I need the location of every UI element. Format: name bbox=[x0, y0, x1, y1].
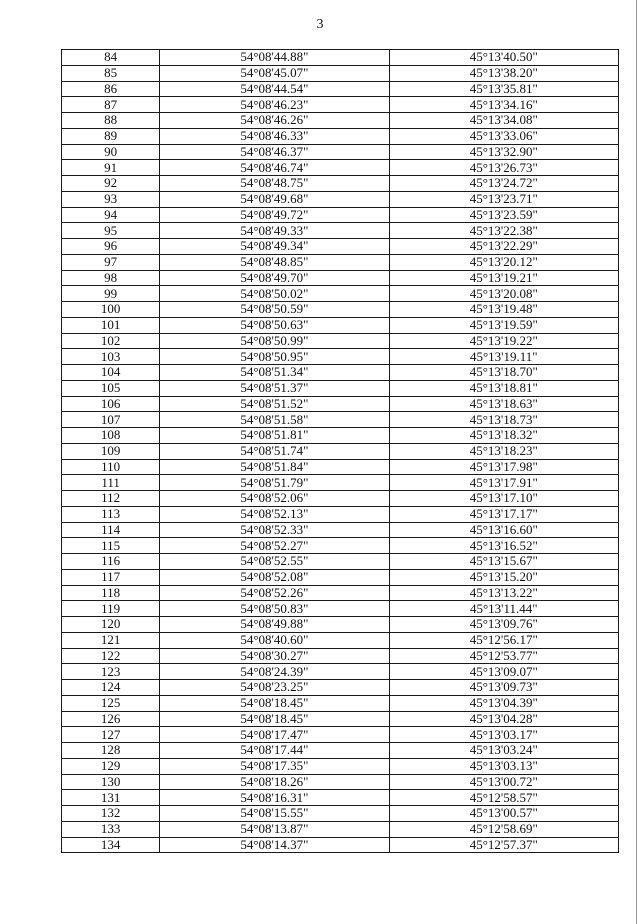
point-number-cell: 121 bbox=[62, 632, 160, 648]
longitude-cell: 45°13'18.70" bbox=[389, 365, 618, 381]
point-number-cell: 92 bbox=[62, 176, 160, 192]
table-row bbox=[62, 790, 619, 806]
point-number-cell: 122 bbox=[62, 648, 160, 664]
point-number-cell: 111 bbox=[62, 475, 160, 491]
table-row bbox=[62, 648, 619, 664]
latitude-cell: 54°08'24.39" bbox=[160, 664, 389, 680]
point-number-cell: 87 bbox=[62, 97, 160, 113]
latitude-cell: 54°08'51.34" bbox=[160, 365, 389, 381]
point-number-cell: 128 bbox=[62, 743, 160, 759]
table-row bbox=[62, 711, 619, 727]
latitude-cell: 54°08'17.44" bbox=[160, 743, 389, 759]
point-number-cell: 116 bbox=[62, 554, 160, 570]
latitude-cell: 54°08'49.88" bbox=[160, 617, 389, 633]
latitude-cell: 54°08'23.25" bbox=[160, 680, 389, 696]
table-row bbox=[62, 254, 619, 270]
longitude-cell: 45°12'56.17" bbox=[389, 632, 618, 648]
longitude-cell: 45°13'19.59" bbox=[389, 317, 618, 333]
table-row bbox=[62, 113, 619, 129]
table-row bbox=[62, 412, 619, 428]
longitude-cell: 45°13'16.60" bbox=[389, 522, 618, 538]
latitude-cell: 54°08'17.47" bbox=[160, 727, 389, 743]
point-number-cell: 103 bbox=[62, 349, 160, 365]
table-row bbox=[62, 475, 619, 491]
table-row bbox=[62, 302, 619, 318]
longitude-cell: 45°13'18.63" bbox=[389, 396, 618, 412]
point-number-cell: 86 bbox=[62, 81, 160, 97]
table-row bbox=[62, 632, 619, 648]
longitude-cell: 45°12'58.69" bbox=[389, 821, 618, 837]
point-number-cell: 115 bbox=[62, 538, 160, 554]
table-row bbox=[62, 695, 619, 711]
table-row bbox=[62, 191, 619, 207]
table-row bbox=[62, 569, 619, 585]
point-number-cell: 99 bbox=[62, 286, 160, 302]
table-row bbox=[62, 806, 619, 822]
longitude-cell: 45°13'18.81" bbox=[389, 380, 618, 396]
latitude-cell: 54°08'48.85" bbox=[160, 254, 389, 270]
latitude-cell: 54°08'51.81" bbox=[160, 428, 389, 444]
table-row bbox=[62, 239, 619, 255]
longitude-cell: 45°13'23.71" bbox=[389, 191, 618, 207]
latitude-cell: 54°08'45.07" bbox=[160, 65, 389, 81]
point-number-cell: 132 bbox=[62, 806, 160, 822]
latitude-cell: 54°08'30.27" bbox=[160, 648, 389, 664]
point-number-cell: 93 bbox=[62, 191, 160, 207]
longitude-cell: 45°13'40.50" bbox=[389, 50, 618, 66]
point-number-cell: 120 bbox=[62, 617, 160, 633]
table-row bbox=[62, 538, 619, 554]
latitude-cell: 54°08'51.79" bbox=[160, 475, 389, 491]
table-row bbox=[62, 286, 619, 302]
point-number-cell: 96 bbox=[62, 239, 160, 255]
latitude-cell: 54°08'51.84" bbox=[160, 459, 389, 475]
latitude-cell: 54°08'52.06" bbox=[160, 491, 389, 507]
latitude-cell: 54°08'49.68" bbox=[160, 191, 389, 207]
table-row bbox=[62, 680, 619, 696]
latitude-cell: 54°08'50.63" bbox=[160, 317, 389, 333]
latitude-cell: 54°08'15.55" bbox=[160, 806, 389, 822]
longitude-cell: 45°13'11.44" bbox=[389, 601, 618, 617]
longitude-cell: 45°13'17.17" bbox=[389, 506, 618, 522]
point-number-cell: 131 bbox=[62, 790, 160, 806]
latitude-cell: 54°08'52.27" bbox=[160, 538, 389, 554]
table-row bbox=[62, 144, 619, 160]
longitude-cell: 45°13'17.91" bbox=[389, 475, 618, 491]
longitude-cell: 45°13'38.20" bbox=[389, 65, 618, 81]
table-row bbox=[62, 491, 619, 507]
latitude-cell: 54°08'49.72" bbox=[160, 207, 389, 223]
latitude-cell: 54°08'49.70" bbox=[160, 270, 389, 286]
longitude-cell: 45°13'22.29" bbox=[389, 239, 618, 255]
longitude-cell: 45°13'34.16" bbox=[389, 97, 618, 113]
point-number-cell: 104 bbox=[62, 365, 160, 381]
point-number-cell: 126 bbox=[62, 711, 160, 727]
longitude-cell: 45°13'26.73" bbox=[389, 160, 618, 176]
table-row bbox=[62, 223, 619, 239]
point-number-cell: 114 bbox=[62, 522, 160, 538]
table-row bbox=[62, 522, 619, 538]
latitude-cell: 54°08'18.45" bbox=[160, 695, 389, 711]
longitude-cell: 45°13'23.59" bbox=[389, 207, 618, 223]
point-number-cell: 88 bbox=[62, 113, 160, 129]
latitude-cell: 54°08'52.13" bbox=[160, 506, 389, 522]
longitude-cell: 45°13'20.12" bbox=[389, 254, 618, 270]
latitude-cell: 54°08'16.31" bbox=[160, 790, 389, 806]
table-row bbox=[62, 743, 619, 759]
table-row bbox=[62, 554, 619, 570]
scan-edge-line bbox=[636, 0, 637, 924]
point-number-cell: 109 bbox=[62, 443, 160, 459]
longitude-cell: 45°13'04.28" bbox=[389, 711, 618, 727]
table-row bbox=[62, 601, 619, 617]
longitude-cell: 45°13'16.52" bbox=[389, 538, 618, 554]
latitude-cell: 54°08'46.37" bbox=[160, 144, 389, 160]
point-number-cell: 125 bbox=[62, 695, 160, 711]
latitude-cell: 54°08'46.26" bbox=[160, 113, 389, 129]
latitude-cell: 54°08'44.54" bbox=[160, 81, 389, 97]
table-row bbox=[62, 396, 619, 412]
point-number-cell: 119 bbox=[62, 601, 160, 617]
table-row bbox=[62, 160, 619, 176]
longitude-cell: 45°13'03.17" bbox=[389, 727, 618, 743]
table-row bbox=[62, 65, 619, 81]
table-row bbox=[62, 821, 619, 837]
table-row bbox=[62, 97, 619, 113]
longitude-cell: 45°13'33.06" bbox=[389, 128, 618, 144]
table-row bbox=[62, 664, 619, 680]
longitude-cell: 45°13'19.11" bbox=[389, 349, 618, 365]
point-number-cell: 107 bbox=[62, 412, 160, 428]
longitude-cell: 45°12'53.77" bbox=[389, 648, 618, 664]
point-number-cell: 89 bbox=[62, 128, 160, 144]
longitude-cell: 45°12'58.57" bbox=[389, 790, 618, 806]
table-row bbox=[62, 774, 619, 790]
point-number-cell: 108 bbox=[62, 428, 160, 444]
longitude-cell: 45°13'19.21" bbox=[389, 270, 618, 286]
longitude-cell: 45°13'15.20" bbox=[389, 569, 618, 585]
point-number-cell: 123 bbox=[62, 664, 160, 680]
table-row bbox=[62, 380, 619, 396]
latitude-cell: 54°08'50.02" bbox=[160, 286, 389, 302]
table-row bbox=[62, 349, 619, 365]
point-number-cell: 94 bbox=[62, 207, 160, 223]
latitude-cell: 54°08'52.55" bbox=[160, 554, 389, 570]
table-row bbox=[62, 443, 619, 459]
latitude-cell: 54°08'13.87" bbox=[160, 821, 389, 837]
table-row bbox=[62, 128, 619, 144]
latitude-cell: 54°08'44.88" bbox=[160, 50, 389, 66]
point-number-cell: 85 bbox=[62, 65, 160, 81]
longitude-cell: 45°13'19.48" bbox=[389, 302, 618, 318]
point-number-cell: 113 bbox=[62, 506, 160, 522]
point-number-cell: 127 bbox=[62, 727, 160, 743]
point-number-cell: 117 bbox=[62, 569, 160, 585]
longitude-cell: 45°13'09.07" bbox=[389, 664, 618, 680]
point-number-cell: 98 bbox=[62, 270, 160, 286]
point-number-cell: 124 bbox=[62, 680, 160, 696]
table-row bbox=[62, 727, 619, 743]
table-row bbox=[62, 758, 619, 774]
latitude-cell: 54°08'46.74" bbox=[160, 160, 389, 176]
latitude-cell: 54°08'52.08" bbox=[160, 569, 389, 585]
point-number-cell: 134 bbox=[62, 837, 160, 853]
table-row bbox=[62, 585, 619, 601]
point-number-cell: 97 bbox=[62, 254, 160, 270]
longitude-cell: 45°13'09.76" bbox=[389, 617, 618, 633]
latitude-cell: 54°08'46.33" bbox=[160, 128, 389, 144]
point-number-cell: 110 bbox=[62, 459, 160, 475]
latitude-cell: 54°08'51.58" bbox=[160, 412, 389, 428]
longitude-cell: 45°13'34.08" bbox=[389, 113, 618, 129]
longitude-cell: 45°13'24.72" bbox=[389, 176, 618, 192]
latitude-cell: 54°08'50.59" bbox=[160, 302, 389, 318]
page-number: 3 bbox=[316, 17, 324, 32]
table-row bbox=[62, 317, 619, 333]
longitude-cell: 45°13'18.23" bbox=[389, 443, 618, 459]
latitude-cell: 54°08'49.34" bbox=[160, 239, 389, 255]
point-number-cell: 106 bbox=[62, 396, 160, 412]
point-number-cell: 84 bbox=[62, 50, 160, 66]
coordinates-table bbox=[61, 49, 619, 853]
table-row bbox=[62, 333, 619, 349]
latitude-cell: 54°08'50.99" bbox=[160, 333, 389, 349]
latitude-cell: 54°08'18.26" bbox=[160, 774, 389, 790]
latitude-cell: 54°08'40.60" bbox=[160, 632, 389, 648]
longitude-cell: 45°13'18.32" bbox=[389, 428, 618, 444]
point-number-cell: 129 bbox=[62, 758, 160, 774]
table-row bbox=[62, 428, 619, 444]
longitude-cell: 45°13'17.10" bbox=[389, 491, 618, 507]
longitude-cell: 45°13'00.57" bbox=[389, 806, 618, 822]
longitude-cell: 45°13'04.39" bbox=[389, 695, 618, 711]
longitude-cell: 45°12'57.37" bbox=[389, 837, 618, 853]
table-row bbox=[62, 506, 619, 522]
latitude-cell: 54°08'50.83" bbox=[160, 601, 389, 617]
longitude-cell: 45°13'32.90" bbox=[389, 144, 618, 160]
latitude-cell: 54°08'50.95" bbox=[160, 349, 389, 365]
latitude-cell: 54°08'51.52" bbox=[160, 396, 389, 412]
table-row bbox=[62, 459, 619, 475]
longitude-cell: 45°13'09.73" bbox=[389, 680, 618, 696]
longitude-cell: 45°13'00.72" bbox=[389, 774, 618, 790]
longitude-cell: 45°13'22.38" bbox=[389, 223, 618, 239]
table-row bbox=[62, 617, 619, 633]
table-row bbox=[62, 176, 619, 192]
latitude-cell: 54°08'48.75" bbox=[160, 176, 389, 192]
longitude-cell: 45°13'18.73" bbox=[389, 412, 618, 428]
latitude-cell: 54°08'51.74" bbox=[160, 443, 389, 459]
point-number-cell: 100 bbox=[62, 302, 160, 318]
table-row bbox=[62, 207, 619, 223]
point-number-cell: 101 bbox=[62, 317, 160, 333]
latitude-cell: 54°08'14.37" bbox=[160, 837, 389, 853]
coordinates-table-body bbox=[62, 50, 619, 853]
latitude-cell: 54°08'46.23" bbox=[160, 97, 389, 113]
longitude-cell: 45°13'03.24" bbox=[389, 743, 618, 759]
longitude-cell: 45°13'35.81" bbox=[389, 81, 618, 97]
point-number-cell: 102 bbox=[62, 333, 160, 349]
point-number-cell: 90 bbox=[62, 144, 160, 160]
latitude-cell: 54°08'52.33" bbox=[160, 522, 389, 538]
table-row bbox=[62, 81, 619, 97]
longitude-cell: 45°13'13.22" bbox=[389, 585, 618, 601]
longitude-cell: 45°13'17.98" bbox=[389, 459, 618, 475]
point-number-cell: 133 bbox=[62, 821, 160, 837]
point-number-cell: 91 bbox=[62, 160, 160, 176]
latitude-cell: 54°08'51.37" bbox=[160, 380, 389, 396]
longitude-cell: 45°13'20.08" bbox=[389, 286, 618, 302]
latitude-cell: 54°08'18.45" bbox=[160, 711, 389, 727]
longitude-cell: 45°13'15.67" bbox=[389, 554, 618, 570]
point-number-cell: 112 bbox=[62, 491, 160, 507]
point-number-cell: 95 bbox=[62, 223, 160, 239]
latitude-cell: 54°08'52.26" bbox=[160, 585, 389, 601]
table-row bbox=[62, 837, 619, 853]
latitude-cell: 54°08'49.33" bbox=[160, 223, 389, 239]
point-number-cell: 130 bbox=[62, 774, 160, 790]
table-row bbox=[62, 50, 619, 66]
table-row bbox=[62, 270, 619, 286]
point-number-cell: 105 bbox=[62, 380, 160, 396]
table-row bbox=[62, 365, 619, 381]
latitude-cell: 54°08'17.35" bbox=[160, 758, 389, 774]
longitude-cell: 45°13'19.22" bbox=[389, 333, 618, 349]
longitude-cell: 45°13'03.13" bbox=[389, 758, 618, 774]
point-number-cell: 118 bbox=[62, 585, 160, 601]
